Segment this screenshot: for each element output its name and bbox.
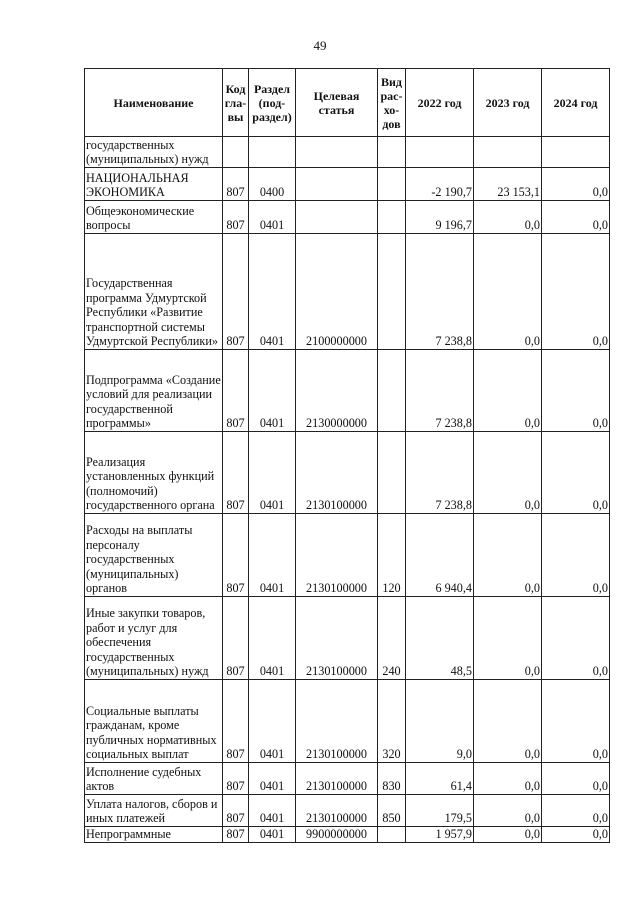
- row-chapter-code: 807: [223, 234, 249, 350]
- row-target-article: 2130100000: [296, 432, 378, 514]
- row-name: Государственная программа Удмуртской Республики «Развитие транспортной системы Удмуртской Республики»: [85, 234, 223, 350]
- row-amount-2023: 0,0: [474, 597, 542, 680]
- row-amount-2024: 0,0: [542, 827, 610, 843]
- table-row: [85, 795, 610, 827]
- row-amount-2022: [406, 137, 474, 168]
- row-expense-type: [378, 168, 406, 201]
- row-amount-2024: 0,0: [542, 597, 610, 680]
- row-chapter-code: 807: [223, 432, 249, 514]
- table-row: [85, 680, 610, 763]
- row-amount-2022: 9,0: [406, 680, 474, 763]
- row-amount-2023: 0,0: [474, 795, 542, 827]
- row-amount-2024: 0,0: [542, 350, 610, 432]
- row-section: 0401: [249, 432, 296, 514]
- row-expense-type: [378, 234, 406, 350]
- row-name: Подпрограмма «Создание условий для реализации государственной программы»: [85, 350, 223, 432]
- row-name: Непрограммные: [85, 827, 223, 843]
- row-amount-2023: 0,0: [474, 350, 542, 432]
- row-chapter-code: 807: [223, 827, 249, 843]
- row-chapter-code: 807: [223, 680, 249, 763]
- row-amount-2024: [542, 137, 610, 168]
- row-section: 0401: [249, 827, 296, 843]
- row-expense-type: 320: [378, 680, 406, 763]
- header-expense-type: Вид рас-хо-дов: [378, 69, 406, 137]
- row-expense-type: 120: [378, 514, 406, 597]
- row-section: 0401: [249, 597, 296, 680]
- row-amount-2022: 48,5: [406, 597, 474, 680]
- row-target-article: 2130100000: [296, 514, 378, 597]
- table-row: [85, 137, 610, 168]
- row-amount-2022: 1 957,9: [406, 827, 474, 843]
- row-section: 0400: [249, 168, 296, 201]
- header-2024: 2024 год: [542, 69, 610, 137]
- row-amount-2023: 0,0: [474, 827, 542, 843]
- row-name: НАЦИОНАЛЬНАЯ ЭКОНОМИКА: [85, 168, 223, 201]
- row-name: Общеэкономические вопросы: [85, 201, 223, 234]
- table-row: [85, 763, 610, 795]
- table-row: [85, 827, 610, 843]
- row-section: 0401: [249, 234, 296, 350]
- row-amount-2023: 0,0: [474, 234, 542, 350]
- row-amount-2022: 9 196,7: [406, 201, 474, 234]
- row-expense-type: [378, 432, 406, 514]
- row-expense-type: 240: [378, 597, 406, 680]
- row-target-article: 2100000000: [296, 234, 378, 350]
- row-chapter-code: 807: [223, 597, 249, 680]
- row-name: Иные закупки товаров, работ и услуг для обеспечения государственных (муниципальных) нужд: [85, 597, 223, 680]
- row-target-article: [296, 137, 378, 168]
- header-2023: 2023 год: [474, 69, 542, 137]
- row-name: государственных (муниципальных) нужд: [85, 137, 223, 168]
- row-amount-2024: 0,0: [542, 763, 610, 795]
- row-expense-type: 850: [378, 795, 406, 827]
- row-name: Уплата налогов, сборов и иных платежей: [85, 795, 223, 827]
- table-body: [85, 137, 610, 843]
- row-expense-type: [378, 201, 406, 234]
- row-expense-type: [378, 350, 406, 432]
- table-row: [85, 597, 610, 680]
- row-amount-2022: 179,5: [406, 795, 474, 827]
- row-amount-2023: [474, 137, 542, 168]
- row-amount-2023: 0,0: [474, 763, 542, 795]
- row-amount-2024: 0,0: [542, 680, 610, 763]
- row-target-article: 2130100000: [296, 795, 378, 827]
- row-section: [249, 137, 296, 168]
- table-row: [85, 201, 610, 234]
- row-section: 0401: [249, 763, 296, 795]
- row-amount-2023: 0,0: [474, 514, 542, 597]
- row-section: 0401: [249, 201, 296, 234]
- row-section: 0401: [249, 680, 296, 763]
- row-amount-2024: 0,0: [542, 432, 610, 514]
- row-expense-type: [378, 137, 406, 168]
- table-row: [85, 234, 610, 350]
- row-chapter-code: 807: [223, 168, 249, 201]
- header-name: Наименование: [85, 69, 223, 137]
- row-amount-2024: 0,0: [542, 201, 610, 234]
- row-amount-2022: 7 238,8: [406, 350, 474, 432]
- row-amount-2022: 7 238,8: [406, 234, 474, 350]
- row-name: Исполнение судебных актов: [85, 763, 223, 795]
- row-expense-type: [378, 827, 406, 843]
- row-amount-2024: 0,0: [542, 795, 610, 827]
- row-amount-2024: 0,0: [542, 514, 610, 597]
- header-row: [85, 69, 610, 137]
- header-section: Раздел (под-раздел): [249, 69, 296, 137]
- row-amount-2023: 0,0: [474, 201, 542, 234]
- header-target-article: Целевая статья: [296, 69, 378, 137]
- row-amount-2022: 7 238,8: [406, 432, 474, 514]
- header-chapter-code: Код гла-вы: [223, 69, 249, 137]
- row-amount-2022: -2 190,7: [406, 168, 474, 201]
- row-target-article: [296, 201, 378, 234]
- row-name: Расходы на выплаты персоналу государственных (муниципальных) органов: [85, 514, 223, 597]
- row-chapter-code: 807: [223, 201, 249, 234]
- page-number: 49: [313, 38, 327, 53]
- row-chapter-code: [223, 137, 249, 168]
- row-target-article: 2130100000: [296, 763, 378, 795]
- row-amount-2023: 23 153,1: [474, 168, 542, 201]
- row-amount-2023: 0,0: [474, 432, 542, 514]
- row-chapter-code: 807: [223, 795, 249, 827]
- row-target-article: 2130000000: [296, 350, 378, 432]
- row-target-article: 2130100000: [296, 597, 378, 680]
- row-target-article: [296, 168, 378, 201]
- row-section: 0401: [249, 795, 296, 827]
- budget-table: [84, 68, 610, 843]
- header-2022: 2022 год: [406, 69, 474, 137]
- row-chapter-code: 807: [223, 514, 249, 597]
- table-row: [85, 514, 610, 597]
- row-amount-2024: 0,0: [542, 168, 610, 201]
- row-target-article: 2130100000: [296, 680, 378, 763]
- table-row: [85, 350, 610, 432]
- row-chapter-code: 807: [223, 350, 249, 432]
- row-section: 0401: [249, 514, 296, 597]
- table-row: [85, 168, 610, 201]
- row-expense-type: 830: [378, 763, 406, 795]
- row-target-article: 9900000000: [296, 827, 378, 843]
- row-amount-2024: 0,0: [542, 234, 610, 350]
- row-name: Социальные выплаты гражданам, кроме публичных нормативных социальных выплат: [85, 680, 223, 763]
- row-amount-2022: 61,4: [406, 763, 474, 795]
- table-row: [85, 432, 610, 514]
- row-amount-2022: 6 940,4: [406, 514, 474, 597]
- row-amount-2023: 0,0: [474, 680, 542, 763]
- row-section: 0401: [249, 350, 296, 432]
- row-name: Реализация установленных функций (полномочий) государственного органа: [85, 432, 223, 514]
- row-chapter-code: 807: [223, 763, 249, 795]
